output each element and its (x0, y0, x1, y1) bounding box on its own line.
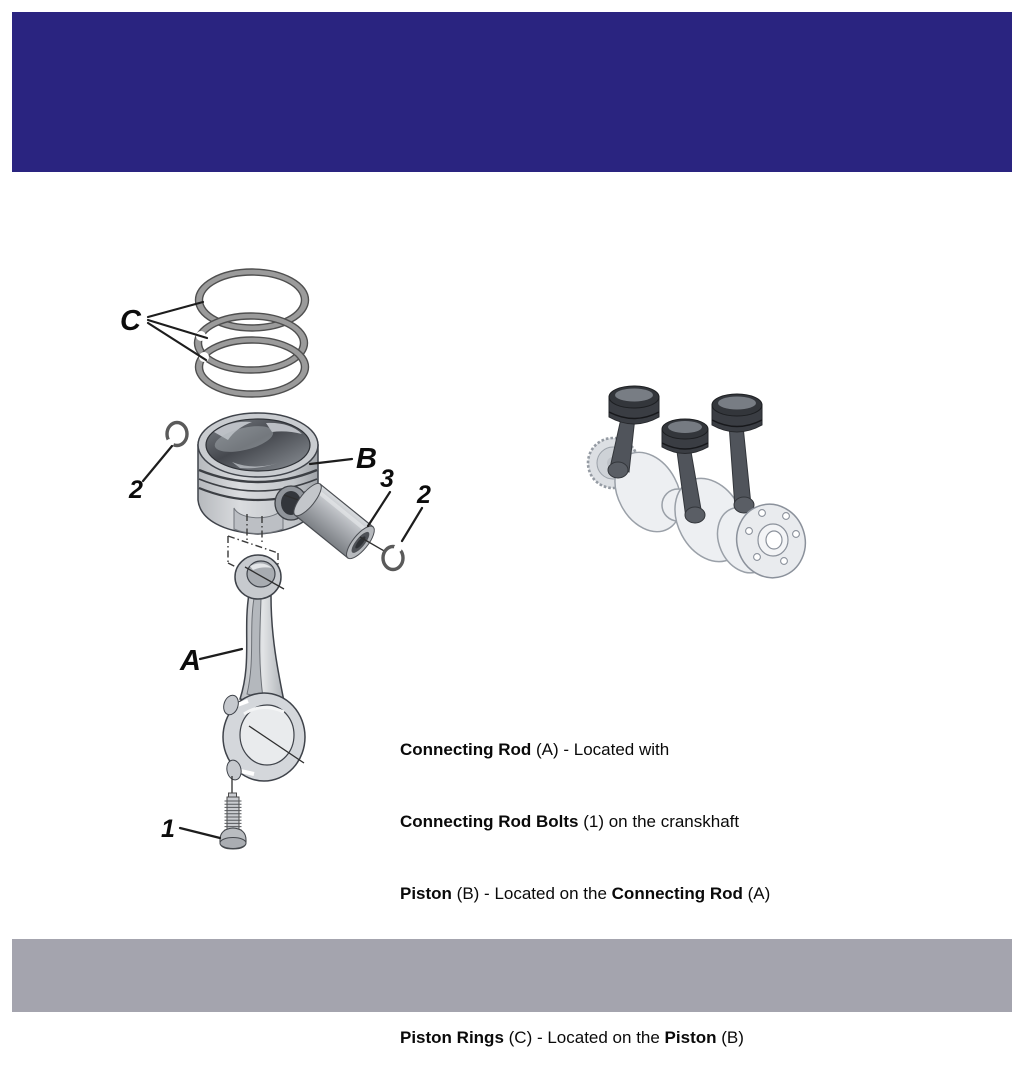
parts-description (400, 690, 900, 1074)
description-line: Piston Rings (C) - Located on the Piston (B) (400, 1028, 744, 1047)
callout-c: C (120, 305, 141, 337)
leader-1 (180, 828, 220, 838)
top-banner (12, 12, 1012, 172)
leader-3 (368, 492, 390, 526)
description-line: Connecting Rod (A) - Located with (400, 740, 670, 759)
leader-c-1 (148, 302, 203, 317)
callout-b: B (356, 443, 377, 475)
locking-ring-left (166, 423, 187, 448)
leader-a (200, 649, 242, 659)
description-line: Piston (B) - Located on the Connecting Rod (A) (400, 884, 771, 903)
callout-a: A (180, 645, 201, 677)
leader-2-right (402, 508, 422, 541)
connecting-rod-illustration (221, 555, 305, 781)
rod-bolt-illustration (220, 793, 246, 849)
locking-ring-right (383, 544, 403, 570)
callout-2-right: 2 (417, 481, 431, 509)
callout-1: 1 (161, 815, 175, 843)
description-line: Connecting Rod Bolts (1) on the cranskhaft (400, 812, 740, 831)
callout-3: 3 (380, 465, 394, 493)
callout-2-left: 2 (129, 476, 143, 504)
bottom-banner (12, 939, 1012, 1012)
piston-rings-illustration (195, 269, 309, 397)
leader-2-left (143, 446, 172, 481)
crankshaft-assembly-illustration (580, 368, 830, 590)
